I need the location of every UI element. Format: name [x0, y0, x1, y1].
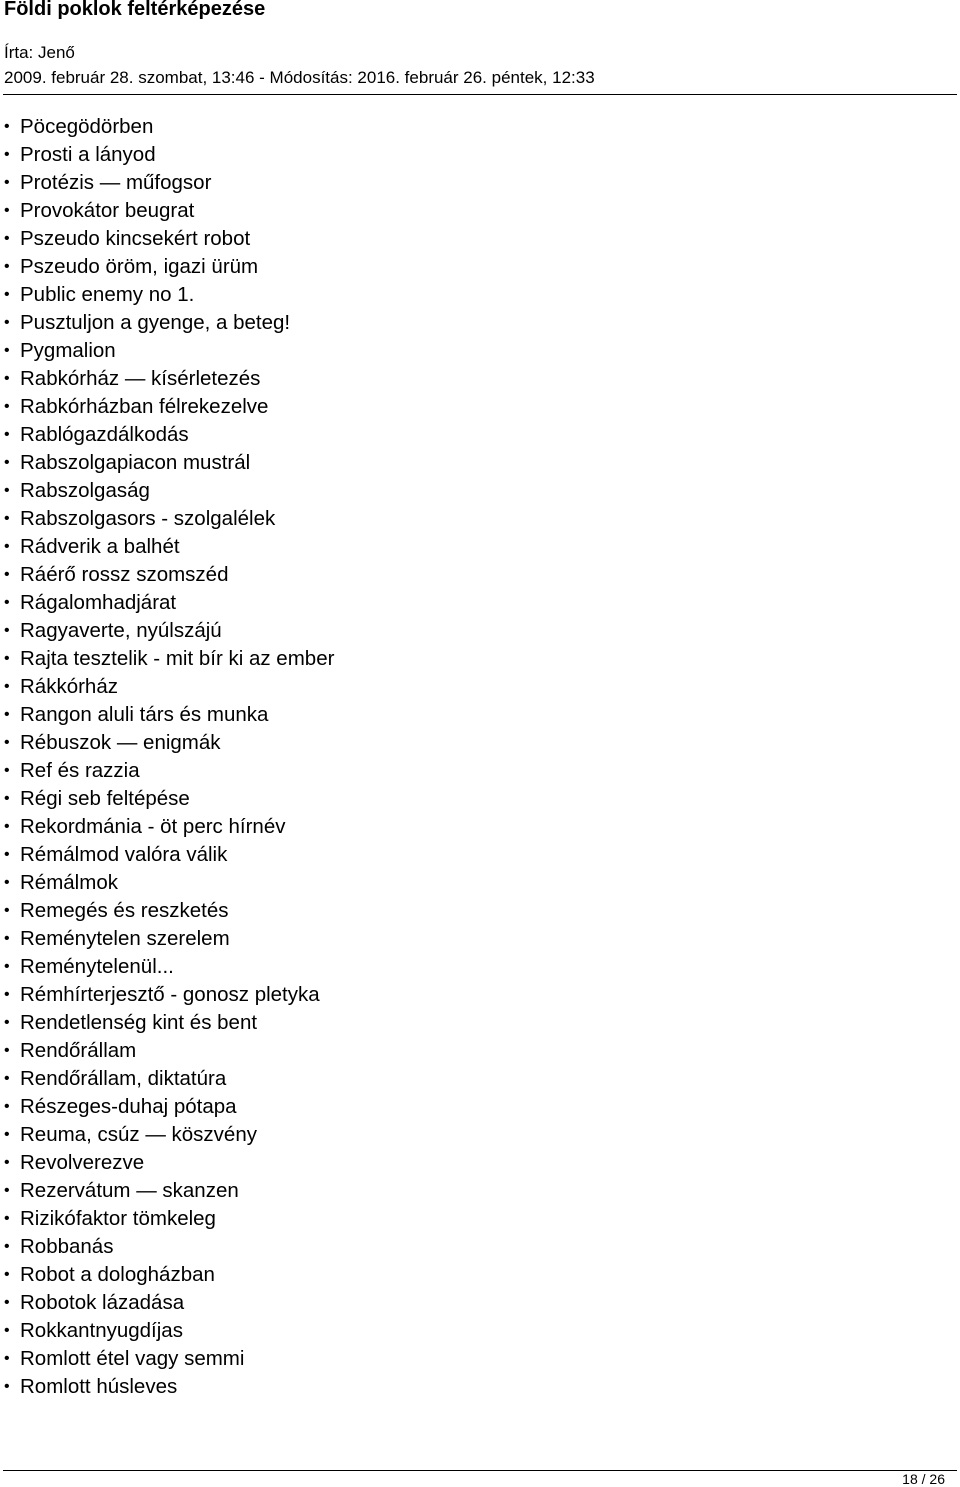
list-item [0, 589, 334, 617]
list-item [0, 897, 334, 925]
list-item-text: Rabszolgapiacon mustrál [20, 451, 251, 474]
bullet-icon: • [4, 258, 10, 275]
list-item [0, 197, 334, 225]
list-item [0, 673, 334, 701]
footer-divider [3, 1470, 957, 1471]
bullet-icon: • [4, 1182, 10, 1199]
list-item [0, 113, 334, 141]
list-item-text: Rekordmánia - öt perc hírnév [20, 815, 286, 838]
bullet-icon: • [4, 678, 10, 695]
bullet-icon: • [4, 510, 10, 527]
list-item-text: Rendőrállam, diktatúra [20, 1067, 227, 1090]
page-number: 18 / 26 [902, 1471, 945, 1487]
list-item [0, 1149, 334, 1177]
list-item [0, 1037, 334, 1065]
list-item [0, 1345, 334, 1373]
list-item-text: Reménytelenül... [20, 955, 174, 978]
list-item-text: Ráérő rossz szomszéd [20, 563, 229, 586]
list-item-text: Pöcegödörben [20, 115, 154, 138]
bullet-icon: • [4, 342, 10, 359]
list-item [0, 1289, 334, 1317]
list-item [0, 337, 334, 365]
list-item [0, 169, 334, 197]
list-item [0, 1205, 334, 1233]
list-item [0, 365, 334, 393]
bullet-icon: • [4, 1266, 10, 1283]
bullet-icon: • [4, 482, 10, 499]
list-item [0, 393, 334, 421]
list-item [0, 701, 334, 729]
date-line: 2009. február 28. szombat, 13:46 - Módosítás: 2016. február 26. péntek, 12:33 [4, 68, 595, 87]
bullet-icon: • [4, 986, 10, 1003]
list-item [0, 1093, 334, 1121]
bullet-icon: • [4, 398, 10, 415]
bullet-icon: • [4, 566, 10, 583]
bullet-icon: • [4, 426, 10, 443]
list-item-text: Remegés és reszketés [20, 899, 229, 922]
list-item-text: Robotok lázadása [20, 1291, 185, 1314]
list-item-text: Rizikófaktor tömkeleg [20, 1207, 216, 1230]
bullet-icon: • [4, 874, 10, 891]
bullet-icon: • [4, 174, 10, 191]
list-item-text: Ref és razzia [20, 759, 140, 782]
list-item [0, 449, 334, 477]
list-item [0, 841, 334, 869]
bullet-icon: • [4, 902, 10, 919]
list-item-text: Rajta tesztelik - mit bír ki az ember [20, 647, 335, 670]
list-item-text: Rezervátum — skanzen [20, 1179, 239, 1202]
list-item-text: Reménytelen szerelem [20, 927, 230, 950]
bullet-icon: • [4, 1294, 10, 1311]
list-item-text: Pygmalion [20, 339, 116, 362]
list-item-text: Romlott húsleves [20, 1375, 178, 1398]
list-item [0, 1373, 334, 1401]
list-item [0, 1233, 334, 1261]
bullet-icon: • [4, 762, 10, 779]
list-item-text: Részeges-duhaj pótapa [20, 1095, 237, 1118]
list-item-text: Rabkórházban félrekezelve [20, 395, 269, 418]
list-item-text: Ragyaverte, nyúlszájú [20, 619, 222, 642]
bullet-icon: • [4, 650, 10, 667]
list-item-text: Rokkantnyugdíjas [20, 1319, 183, 1342]
bullet-icon: • [4, 930, 10, 947]
list-item-text: Rémálmod valóra válik [20, 843, 228, 866]
document-title: Földi poklok feltérképezése [4, 0, 266, 20]
list-item-text: Pszeudo öröm, igazi ürüm [20, 255, 259, 278]
bullet-icon: • [4, 538, 10, 555]
list-item [0, 281, 334, 309]
list-item [0, 869, 334, 897]
list-item [0, 561, 334, 589]
list-item-text: Robbanás [20, 1235, 114, 1258]
bullet-icon: • [4, 1378, 10, 1395]
list-item-text: Rabszolgasors - szolgalélek [20, 507, 276, 530]
bullet-icon: • [4, 230, 10, 247]
bullet-icon: • [4, 818, 10, 835]
list-item [0, 617, 334, 645]
list-item [0, 505, 334, 533]
list-item-text: Revolverezve [20, 1151, 145, 1174]
author-line: Írta: Jenő [4, 43, 75, 62]
list-item-text: Rabkórház — kísérletezés [20, 367, 261, 390]
list-item-text: Provokátor beugrat [20, 199, 195, 222]
list-item [0, 645, 334, 673]
list-item-text: Public enemy no 1. [20, 283, 195, 306]
bullet-icon: • [4, 734, 10, 751]
bullet-icon: • [4, 314, 10, 331]
list-item [0, 953, 334, 981]
bullet-icon: • [4, 1238, 10, 1255]
list-item [0, 1261, 334, 1289]
bullet-icon: • [4, 1014, 10, 1031]
list-item-text: Reuma, csúz — köszvény [20, 1123, 257, 1146]
bullet-icon: • [4, 846, 10, 863]
list-item-text: Rádverik a balhét [20, 535, 180, 558]
list-item [0, 729, 334, 757]
bullet-icon: • [4, 1042, 10, 1059]
list-item-text: Pusztuljon a gyenge, a beteg! [20, 311, 291, 334]
list-item-text: Rablógazdálkodás [20, 423, 189, 446]
bullet-icon: • [4, 370, 10, 387]
bullet-icon: • [4, 454, 10, 471]
list-item-text: Romlott étel vagy semmi [20, 1347, 245, 1370]
list-item-text: Prosti a lányod [20, 143, 156, 166]
list-item [0, 813, 334, 841]
bullet-icon: • [4, 1070, 10, 1087]
bullet-icon: • [4, 1126, 10, 1143]
list-item-text: Rémhírterjesztő - gonosz pletyka [20, 983, 320, 1006]
list-item-text: Rémálmok [20, 871, 118, 894]
list-item-text: Régi seb feltépése [20, 787, 190, 810]
list-item-text: Protézis — műfogsor [20, 171, 212, 194]
bullet-icon: • [4, 1154, 10, 1171]
list-item [0, 1121, 334, 1149]
list-item [0, 225, 334, 253]
list-item [0, 253, 334, 281]
bullet-icon: • [4, 790, 10, 807]
bullet-icon: • [4, 622, 10, 639]
list-item-text: Rébuszok — enigmák [20, 731, 221, 754]
list-item [0, 1009, 334, 1037]
bullet-icon: • [4, 1322, 10, 1339]
bullet-icon: • [4, 146, 10, 163]
list-item [0, 785, 334, 813]
list-item-text: Robot a dologházban [20, 1263, 215, 1286]
header-divider [3, 94, 957, 95]
bullet-icon: • [4, 202, 10, 219]
list-item-text: Rabszolgaság [20, 479, 150, 502]
list-item [0, 477, 334, 505]
list-item-text: Pszeudo kincsekért robot [20, 227, 251, 250]
bullet-icon: • [4, 286, 10, 303]
bullet-icon: • [4, 706, 10, 723]
bullet-icon: • [4, 1350, 10, 1367]
list-item [0, 1317, 334, 1345]
bullet-icon: • [4, 594, 10, 611]
list-item [0, 1177, 334, 1205]
bullet-icon: • [4, 118, 10, 135]
list-item-text: Rákkórház [20, 675, 118, 698]
list-item [0, 757, 334, 785]
list-item-text: Rangon aluli társ és munka [20, 703, 269, 726]
list-item [0, 533, 334, 561]
list-item [0, 141, 334, 169]
bullet-icon: • [4, 1210, 10, 1227]
bullet-icon: • [4, 1098, 10, 1115]
list-item-text: Rágalomhadjárat [20, 591, 177, 614]
list-item [0, 981, 334, 1009]
list-item [0, 925, 334, 953]
list-item [0, 309, 334, 337]
list-item [0, 1065, 334, 1093]
list-item [0, 421, 334, 449]
item-list [0, 113, 334, 1401]
list-item-text: Rendetlenség kint és bent [20, 1011, 258, 1034]
list-item-text: Rendőrállam [20, 1039, 137, 1062]
bullet-icon: • [4, 958, 10, 975]
